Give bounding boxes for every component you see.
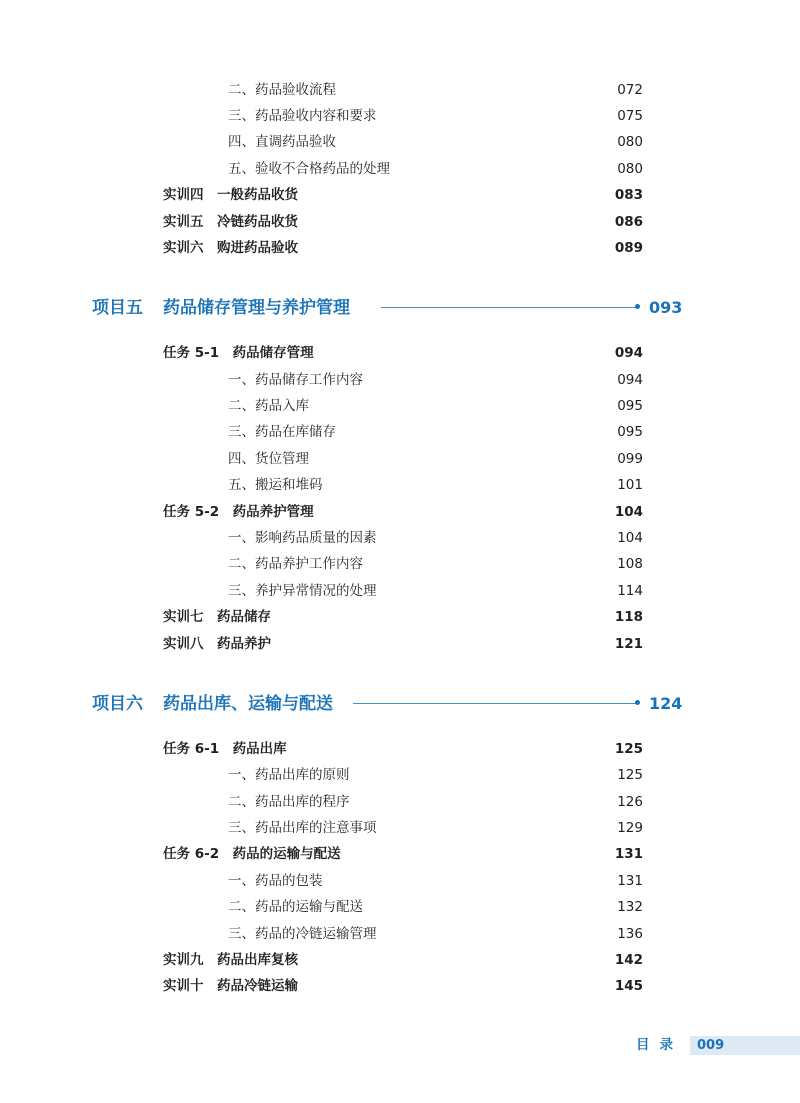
toc-entry-label: 一、影响药品质量的因素	[228, 530, 377, 546]
toc-task-page: 125	[614, 741, 643, 757]
toc-task	[0, 844, 643, 864]
toc-entry-page: 125	[617, 767, 643, 783]
toc-practical	[0, 185, 643, 205]
project-number: 项目五	[92, 298, 143, 318]
toc-practical	[0, 607, 643, 627]
toc-entry-label: 一、药品出库的原则	[228, 767, 350, 783]
toc-entry	[0, 792, 643, 812]
toc-entry	[0, 554, 643, 574]
toc-task-label: 任务 5-2 药品养护管理	[163, 504, 314, 520]
project-number: 项目六	[92, 694, 143, 714]
toc-entry-page: 132	[617, 899, 643, 915]
toc-task-page: 094	[614, 345, 643, 361]
toc-entry-page: 108	[617, 556, 643, 572]
toc-entry-label: 五、验收不合格药品的处理	[228, 161, 390, 177]
footer-page-number: 009	[697, 1038, 725, 1053]
toc-entry	[0, 80, 643, 100]
toc-entry-label: 二、药品的运输与配送	[228, 899, 363, 915]
toc-entry-label: 二、药品入库	[228, 398, 309, 414]
toc-entry-page: 099	[617, 451, 643, 467]
toc-entry	[0, 897, 643, 917]
toc-entry	[0, 106, 643, 126]
toc-practical-label: 实训五 冷链药品收货	[163, 214, 298, 230]
project-title: 药品储存管理与养护管理	[163, 298, 350, 318]
toc-entry-label: 三、药品的冷链运输管理	[228, 926, 377, 942]
leader-line	[353, 703, 636, 704]
toc-entry-page: 104	[617, 530, 643, 546]
toc-practical-label: 实训八 药品养护	[163, 636, 271, 652]
toc-entry-page: 075	[617, 108, 643, 124]
toc-task	[0, 739, 643, 759]
toc-entry	[0, 370, 643, 390]
toc-task-label: 任务 6-2 药品的运输与配送	[163, 846, 341, 862]
toc-entry	[0, 159, 643, 179]
toc-entry	[0, 528, 643, 548]
toc-entry-page: 131	[617, 873, 643, 889]
toc-entry-label: 二、药品验收流程	[228, 82, 336, 98]
leader-line	[381, 307, 636, 308]
toc-entry	[0, 871, 643, 891]
toc-practical-page: 083	[614, 187, 643, 203]
toc-practical	[0, 976, 643, 996]
toc-entry	[0, 581, 643, 601]
toc-entry	[0, 132, 643, 152]
toc-entry-label: 四、货位管理	[228, 451, 309, 467]
project-heading	[0, 294, 800, 322]
project-heading	[0, 690, 800, 718]
toc-entry-label: 二、药品养护工作内容	[228, 556, 363, 572]
toc-practical-page: 118	[614, 609, 643, 625]
leader-dot	[635, 700, 640, 705]
project-page: 124	[649, 694, 683, 713]
toc-entry-page: 094	[617, 372, 643, 388]
toc-task-page: 104	[614, 504, 643, 520]
toc-entry-page: 080	[617, 134, 643, 150]
toc-entry-page: 080	[617, 161, 643, 177]
toc-entry-label: 一、药品储存工作内容	[228, 372, 363, 388]
leader-dot	[635, 304, 640, 309]
toc-entry-page: 136	[617, 926, 643, 942]
project-page: 093	[649, 298, 683, 317]
toc-entry-label: 三、养护异常情况的处理	[228, 583, 377, 599]
toc-practical-label: 实训九 药品出库复核	[163, 952, 298, 968]
toc-practical	[0, 634, 643, 654]
toc-practical-page: 145	[614, 978, 643, 994]
toc-practical-label: 实训四 一般药品收货	[163, 187, 298, 203]
toc-practical-page: 142	[614, 952, 643, 968]
toc-entry	[0, 818, 643, 838]
toc-entry-label: 二、药品出库的程序	[228, 794, 350, 810]
toc-entry-label: 三、药品验收内容和要求	[228, 108, 377, 124]
toc-entry-page: 126	[617, 794, 643, 810]
toc-entry-label: 一、药品的包装	[228, 873, 323, 889]
toc-entry-page: 095	[617, 398, 643, 414]
toc-practical-label: 实训六 购进药品验收	[163, 240, 298, 256]
toc-practical-page: 089	[614, 240, 643, 256]
footer-section-label: 目录	[636, 1037, 683, 1053]
toc-task	[0, 343, 643, 363]
toc-task-label: 任务 6-1 药品出库	[163, 741, 287, 757]
toc-practical	[0, 238, 643, 258]
toc-entry-page: 095	[617, 424, 643, 440]
toc-entry-page: 129	[617, 820, 643, 836]
toc-task-label: 任务 5-1 药品储存管理	[163, 345, 314, 361]
toc-practical-page: 086	[614, 214, 643, 230]
toc-entry-label: 三、药品出库的注意事项	[228, 820, 377, 836]
toc-entry	[0, 924, 643, 944]
toc-entry-label: 三、药品在库储存	[228, 424, 336, 440]
toc-practical-label: 实训十 药品冷链运输	[163, 978, 298, 994]
toc-practical	[0, 950, 643, 970]
toc-entry-page: 101	[617, 477, 643, 493]
toc-entry	[0, 449, 643, 469]
toc-entry-label: 五、搬运和堆码	[228, 477, 323, 493]
toc-entry	[0, 765, 643, 785]
project-title: 药品出库、运输与配送	[163, 694, 333, 714]
toc-entry	[0, 396, 643, 416]
toc-task	[0, 502, 643, 522]
toc-practical-label: 实训七 药品储存	[163, 609, 271, 625]
toc-entry-page: 114	[617, 583, 643, 599]
toc-practical-page: 121	[614, 636, 643, 652]
toc-practical	[0, 212, 643, 232]
toc-entry	[0, 475, 643, 495]
toc-task-page: 131	[614, 846, 643, 862]
toc-entry-label: 四、直调药品验收	[228, 134, 336, 150]
toc-entry-page: 072	[617, 82, 643, 98]
toc-entry	[0, 422, 643, 442]
